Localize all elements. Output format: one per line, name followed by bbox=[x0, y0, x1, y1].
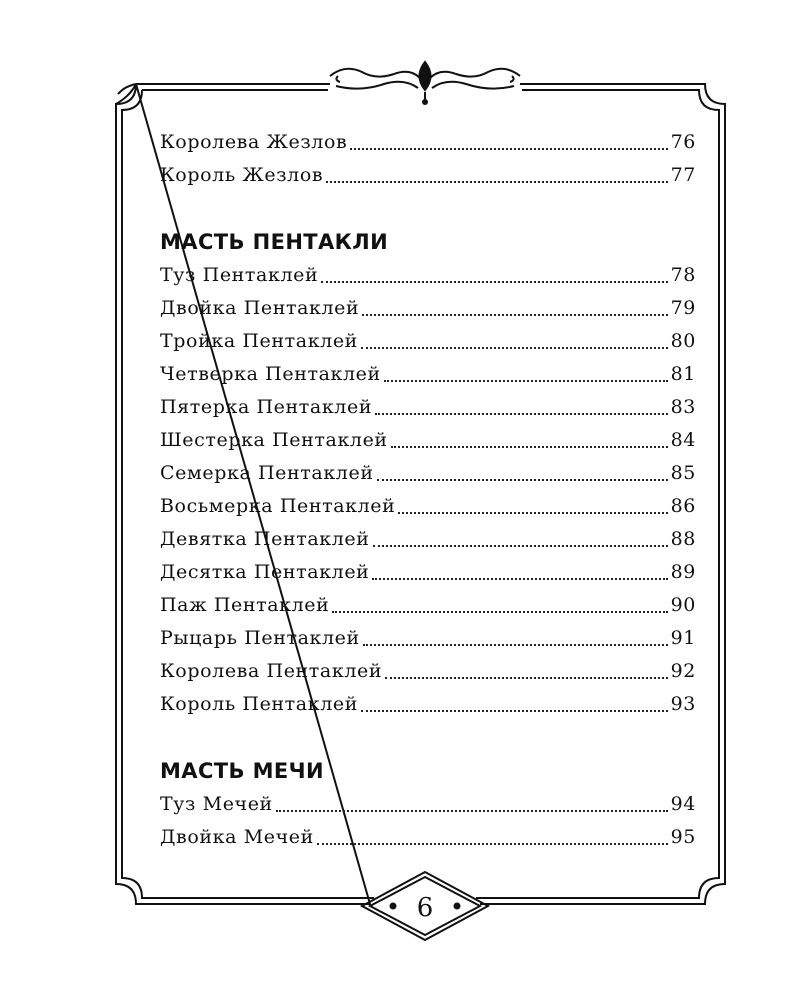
toc-entry[interactable] bbox=[160, 622, 696, 655]
toc-entry-title: Тройка Пентаклей bbox=[160, 330, 358, 352]
toc-entry[interactable] bbox=[160, 292, 696, 325]
toc-entry[interactable] bbox=[160, 523, 696, 556]
toc-entry[interactable] bbox=[160, 358, 696, 391]
toc-entry-page: 85 bbox=[670, 462, 696, 484]
toc-entry-title: Шестерка Пентаклей bbox=[160, 429, 388, 451]
continued-entries-list bbox=[160, 126, 696, 192]
toc-entry-title: Король Жезлов bbox=[160, 164, 324, 186]
dot-leader bbox=[332, 610, 667, 613]
toc-entry-title: Десятка Пентаклей bbox=[160, 561, 370, 583]
toc-entry-title: Пятерка Пентаклей bbox=[160, 396, 373, 418]
toc-entry-page: 90 bbox=[670, 594, 696, 616]
toc-entry[interactable] bbox=[160, 391, 696, 424]
pentacles-entries-list bbox=[160, 259, 696, 721]
dot-leader bbox=[326, 180, 667, 183]
section-heading-pentacles: МАСТЬ ПЕНТАКЛИ bbox=[160, 230, 389, 254]
dot-leader bbox=[361, 346, 668, 349]
toc-entry[interactable] bbox=[160, 788, 696, 821]
toc-entry-page: 79 bbox=[670, 297, 696, 319]
toc-entry[interactable] bbox=[160, 259, 696, 292]
toc-entry-page: 89 bbox=[670, 561, 696, 583]
dot-leader bbox=[385, 676, 668, 679]
table-of-contents bbox=[160, 126, 696, 854]
toc-entry-page: 76 bbox=[670, 131, 696, 153]
dot-leader bbox=[317, 842, 668, 845]
toc-entry[interactable] bbox=[160, 655, 696, 688]
toc-entry[interactable] bbox=[160, 821, 696, 854]
toc-entry-page: 88 bbox=[670, 528, 696, 550]
toc-entry-page: 92 bbox=[670, 660, 696, 682]
toc-entry-page: 80 bbox=[670, 330, 696, 352]
dot-leader bbox=[361, 709, 668, 712]
toc-entry-page: 78 bbox=[670, 264, 696, 286]
toc-entry-title: Четверка Пентаклей bbox=[160, 363, 381, 385]
toc-entry-title: Туз Мечей bbox=[160, 793, 273, 815]
toc-entry[interactable] bbox=[160, 325, 696, 358]
dot-leader bbox=[377, 478, 668, 481]
toc-entry-title: Семерка Пентаклей bbox=[160, 462, 374, 484]
dot-leader bbox=[398, 511, 667, 514]
section-heading-swords: МАСТЬ МЕЧИ bbox=[160, 759, 324, 783]
dot-leader bbox=[384, 379, 668, 382]
toc-entry[interactable] bbox=[160, 556, 696, 589]
toc-entry[interactable] bbox=[160, 126, 696, 159]
toc-entry[interactable] bbox=[160, 688, 696, 721]
dot-leader bbox=[350, 147, 667, 150]
toc-entry-page: 86 bbox=[670, 495, 696, 517]
dot-leader bbox=[372, 577, 667, 580]
swords-entries-list bbox=[160, 788, 696, 854]
toc-entry[interactable] bbox=[160, 589, 696, 622]
top-ornament bbox=[330, 62, 520, 104]
toc-entry-title: Восьмерка Пентаклей bbox=[160, 495, 396, 517]
toc-entry-page: 95 bbox=[670, 826, 696, 848]
dot-leader bbox=[362, 313, 667, 316]
toc-entry-title: Девятка Пентаклей bbox=[160, 528, 370, 550]
toc-entry[interactable] bbox=[160, 490, 696, 523]
dot-leader bbox=[391, 445, 668, 448]
toc-entry-title: Рыцарь Пентаклей bbox=[160, 627, 360, 649]
toc-entry-title: Королева Пентаклей bbox=[160, 660, 383, 682]
toc-entry-page: 91 bbox=[670, 627, 696, 649]
dot-leader bbox=[373, 544, 668, 547]
toc-entry-page: 93 bbox=[670, 693, 696, 715]
dot-leader bbox=[276, 809, 668, 812]
toc-entry-page: 83 bbox=[670, 396, 696, 418]
toc-entry[interactable] bbox=[160, 457, 696, 490]
toc-entry[interactable] bbox=[160, 159, 696, 192]
toc-entry-title: Королева Жезлов bbox=[160, 131, 348, 153]
toc-entry-page: 84 bbox=[670, 429, 696, 451]
toc-entry-title: Двойка Мечей bbox=[160, 826, 314, 848]
toc-entry-page: 81 bbox=[670, 363, 696, 385]
dot-leader bbox=[375, 412, 668, 415]
toc-entry-page: 94 bbox=[670, 793, 696, 815]
dot-leader bbox=[321, 280, 667, 283]
toc-entry-title: Туз Пентаклей bbox=[160, 264, 319, 286]
toc-entry-title: Паж Пентаклей bbox=[160, 594, 330, 616]
toc-entry-page: 77 bbox=[670, 164, 696, 186]
page-number: 6 bbox=[416, 893, 434, 923]
dot-leader bbox=[363, 643, 668, 646]
toc-entry-title: Двойка Пентаклей bbox=[160, 297, 360, 319]
toc-entry[interactable] bbox=[160, 424, 696, 457]
toc-entry-title: Король Пентаклей bbox=[160, 693, 358, 715]
